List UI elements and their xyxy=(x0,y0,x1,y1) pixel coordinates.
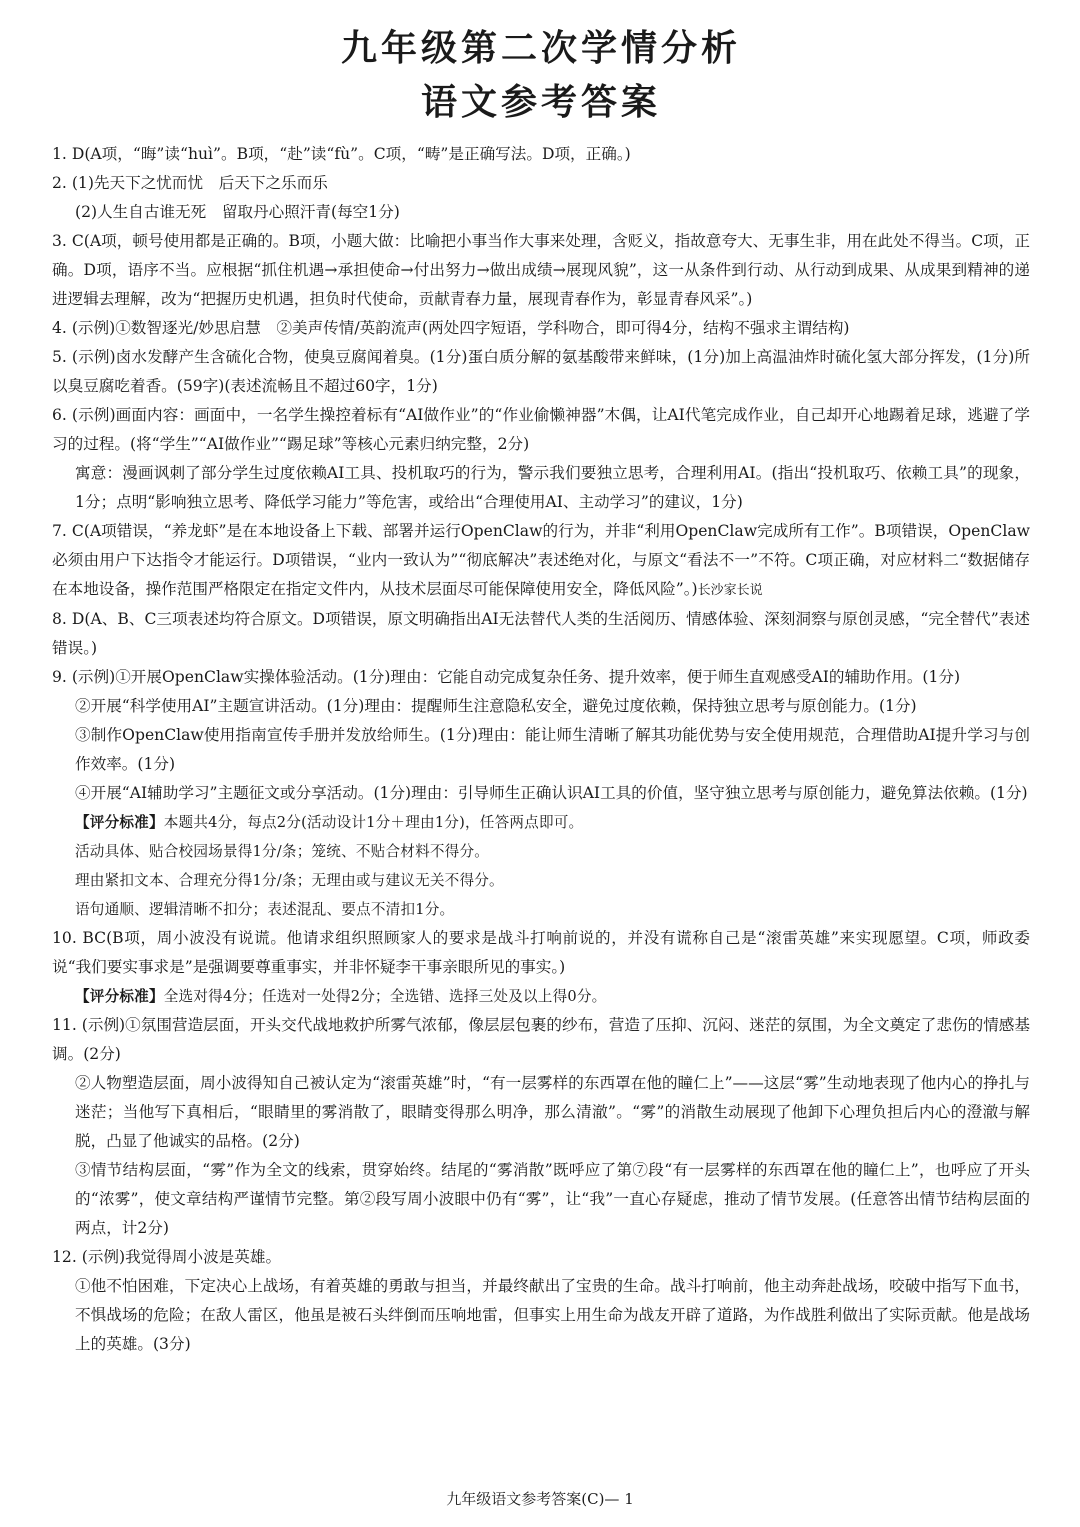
answer-5: 5. (示例)卤水发酵产生含硫化合物，使臭豆腐闻着臭。(1分)蛋白质分解的氨基酸带来鲜味，(1分)加上高温油炸时硫化氢大部分挥发，(1分)所以臭豆腐吃着香。(59字)(表述流畅且不超过60字，1分) xyxy=(52,348,1030,395)
answer-2-part-2: (2)人生自古谁无死 留取丹心照汗青(每空1分) xyxy=(75,203,400,221)
answer-9-point-4: ④开展“AI辅助学习”主题征文或分享活动。(1分)理由：引导师生正确认识AI工具的价值，坚守独立思考与原创能力，避免算法依赖。(1分) xyxy=(75,784,1028,802)
answer-9-scoring xyxy=(52,808,1030,837)
answer-10: 10. BC(B项，周小波没有说谎。他请求组织照顾家人的要求是战斗打响前说的，并没有谎称自己是“滚雷英雄”来实现愿望。C项，师政委说“我们要实事求是”是强调要尊重事实，并非怀疑李干事亲眼所见的事实。) xyxy=(52,929,1030,976)
answer-11-point-3: ③情节结构层面，“雾”作为全文的线索，贯穿始终。结尾的“雾消散”既呼应了第⑦段“有一层雾样的东西罩在他的瞳仁上”，也呼应了开头的“浓雾”，使文章结构严谨情节完整。第②段写周小波眼中仍有“雾”，让“我”一直心存疑虑，推动了情节发展。(任意答出情节结构层面的两点，计2分) xyxy=(75,1161,1030,1237)
answer-1: 1. D(A项，“晦”读“huì”。B项，“赴”读“fù”。C项，“畴”是正确写法。D项，正确。) xyxy=(52,145,631,163)
answer-6-content: 6. (示例)画面内容：画面中，一名学生操控着标有“AI做作业”的“作业偷懒神器”木偶，让AI代笔完成作业，自己却开心地踢着足球，逃避了学习的过程。(将“学生”“AI做作业”“踢足球”等核心元素归纳完整，2分) xyxy=(52,406,1030,453)
answer-11-point-2: ②人物塑造层面，周小波得知自己被认定为“滚雷英雄”时，“有一层雾样的东西罩在他的瞳仁上”——这层“雾”生动地表现了他内心的挣扎与迷茫；当他写下真相后，“眼睛里的雾消散了，眼睛变得那么明净，那么清澈”。“雾”的消散生动展现了他卸下心理负担后内心的澄澈与解脱，凸显了他诚实的品格。(2分) xyxy=(75,1074,1030,1150)
scoring-text: 本题共4分，每点2分(活动设计1分＋理由1分)，任答两点即可。 xyxy=(163,814,584,831)
answer-9-scoring-3: 理由紧扣文本、合理充分得1分/条；无理由或与建议无关不得分。 xyxy=(75,872,504,889)
page-footer: 九年级语文参考答案(C)— 1 xyxy=(446,1490,634,1508)
answer-3: 3. C(A项，顿号使用都是正确的。B项，小题大做：比喻把小事当作大事来处理，含贬义，指故意夸大、无事生非，用在此处不得当。C项，正确。D项，语序不当。应根据“抓住机遇→承担使命→付出努力→做出成绩→展现风貌”，这一从条件到行动、从行动到成果、从成果到精神的递进逻辑去理解，改为“把握历史机遇，担负时代使命，贡献青春力量，展现青春作为，彰显青春风采”。) xyxy=(52,232,1030,308)
scoring-tag: 【评分标准】 xyxy=(75,988,164,1005)
answer-9-point-2: ②开展“科学使用AI”主题宣讲活动。(1分)理由：提醒师生注意隐私安全，避免过度依赖，保持独立思考与原创能力。(1分) xyxy=(75,697,917,715)
answer-9-point-1: 9. (示例)①开展OpenClaw实操体验活动。(1分)理由：它能自动完成复杂任务、提升效率，便于师生直观感受AI的辅助作用。(1分) xyxy=(52,668,961,686)
answer-7-text: 7. C(A项错误，“养龙虾”是在本地设备上下载、部署并运行OpenClaw的行为，并非“利用OpenClaw完成所有工作”。B项错误，OpenClaw必须由用户下达指令才能运行。D项错误，“业内一致认为”“彻底解决”表述绝对化，与原文“看法不一”不符。C项正确，对应材料二“数据储存在本地设备，操作范围严格限定在指定文件内，从技术层面尽可能保障使用安全，降低风险”。) xyxy=(52,522,1030,598)
answer-9-scoring-4: 语句通顺、逻辑清晰不扣分；表述混乱、要点不清扣1分。 xyxy=(75,901,455,918)
answer-6-meaning: 寓意：漫画讽刺了部分学生过度依赖AI工具、投机取巧的行为，警示我们要独立思考，合理利用AI。(指出“投机取巧、依赖工具”的现象，1分；点明“影响独立思考、降低学习能力”等危害，或给出“合理使用AI、主动学习”的建议，1分) xyxy=(75,464,1030,511)
answer-12-point-1: ①他不怕困难，下定决心上战场，有着英雄的勇敢与担当，并最终献出了宝贵的生命。战斗打响前，他主动奔赴战场，咬破中指写下血书，不惧战场的危险；在敌人雷区，他虽是被石头绊倒而压响地雷，但事实上用生命为战友开辟了道路，为作战胜利做出了实际贡献。他是战场上的英雄。(3分) xyxy=(75,1277,1030,1353)
answer-list xyxy=(52,140,1030,1359)
answer-4: 4. (示例)①数智逐光/妙思启慧 ②美声传情/英韵流声(两处四字短语，学科吻合，即可得4分，结构不强求主谓结构) xyxy=(52,319,850,337)
answer-7 xyxy=(52,517,1030,605)
answer-11-point-1: 11. (示例)①氛围营造层面，开头交代战地救护所雾气浓郁，像层层包裹的纱布，营造了压抑、沉闷、迷茫的氛围，为全文奠定了悲伤的情感基调。(2分) xyxy=(52,1016,1030,1063)
answer-9-point-3: ③制作OpenClaw使用指南宣传手册并发放给师生。(1分)理由：能让师生清晰了解其功能优势与安全使用规范，合理借助AI提升学习与创作效率。(1分) xyxy=(75,726,1030,773)
page-subtitle: 语文参考答案 xyxy=(420,82,661,123)
scoring-tag: 【评分标准】 xyxy=(75,814,164,831)
answer-8: 8. D(A、B、C三项表述均符合原文。D项错误，原文明确指出AI无法替代人类的生活阅历、情感体验、深刻洞察与原创灵感，“完全替代”表述错误。) xyxy=(52,610,1030,657)
answer-9-scoring-2: 活动具体、贴合校园场景得1分/条；笼统、不贴合材料不得分。 xyxy=(75,843,490,860)
scoring-text: 全选对得4分；任选对一处得2分；全选错、选择三处及以上得0分。 xyxy=(163,988,607,1005)
answer-7-note: 长沙家长说 xyxy=(697,583,763,598)
answer-10-scoring xyxy=(52,982,1030,1011)
answer-12-opening: 12. (示例)我觉得周小波是英雄。 xyxy=(52,1248,282,1266)
answer-2-part-1: 2. (1)先天下之忧而忧 后天下之乐而乐 xyxy=(52,174,328,192)
page-title: 九年级第二次学情分析 xyxy=(340,28,741,69)
